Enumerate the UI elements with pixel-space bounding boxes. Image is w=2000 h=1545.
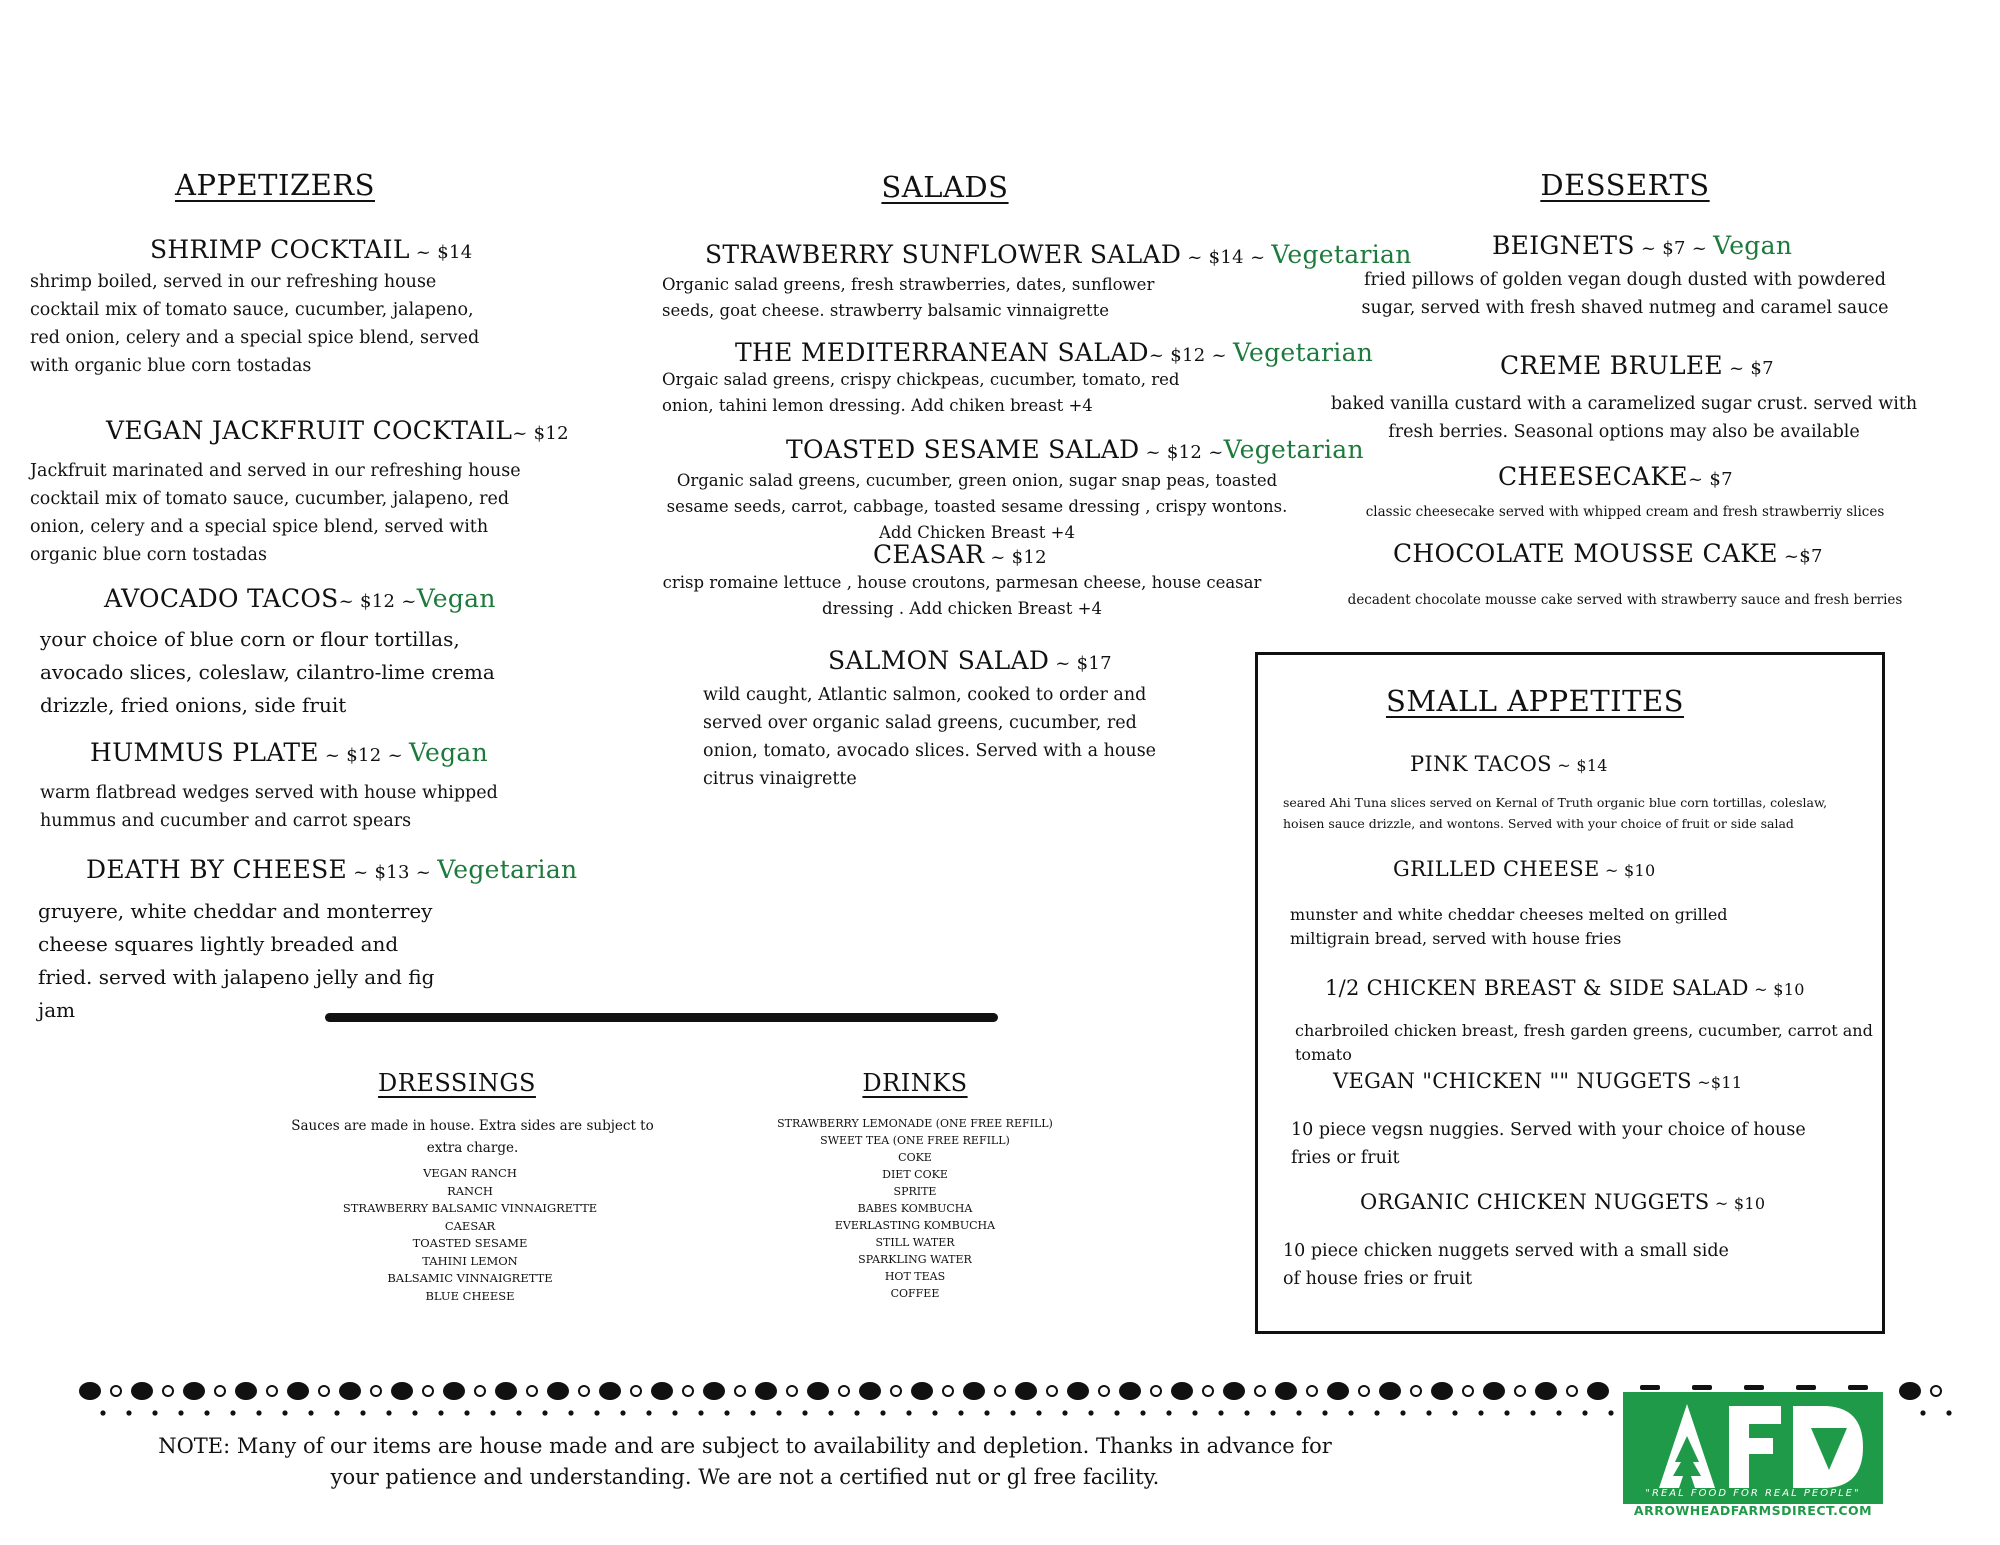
dressings-header: DRESSINGS [378, 1069, 536, 1097]
salads-header: SALADS [881, 170, 1009, 204]
menu-item-description: Orgaic salad greens, crispy chickpeas, cucumber, tomato, red onion, tahini lemon dressing. Add chiken breast +4 [662, 370, 1180, 415]
drink-item: EVERLASTING KOMBUCHA [834, 1219, 996, 1232]
vegan-tag: Vegan [1713, 231, 1793, 260]
desserts-header: DESSERTS [1540, 168, 1710, 202]
menu-item-title: DEATH BY CHEESE ~ $13 ~ Vegetarian [86, 855, 578, 884]
menu-item-description: munster and white cheddar cheeses melted on grilled miltigrain bread, served with house fries [1290, 905, 1728, 948]
menu-item-description: Organic salad greens, fresh strawberries, dates, sunflower seeds, goat cheese. strawberry balsamic vinnaigrette [662, 275, 1155, 320]
dressing-item: CAESAR [444, 1218, 496, 1233]
vegan-tag: Vegan [416, 584, 496, 613]
menu-item-title: BEIGNETS ~ $7 ~ Vegan [1492, 231, 1793, 260]
menu-item-description: charbroiled chicken breast, fresh garden greens, cucumber, carrot and tomato [1295, 1021, 1873, 1064]
menu-item-title: STRAWBERRY SUNFLOWER SALAD ~ $14 ~ Vegetarian [705, 240, 1412, 269]
dressing-item: TOASTED SESAME [412, 1236, 528, 1250]
drink-item: DIET COKE [882, 1168, 948, 1181]
menu-item-description: Jackfruit marinated and served in our refreshing house cocktail mix of tomato sauce, cucumber, jalapeno, red onion, celery and a special spice blend, served with organic blue corn tostadas [30, 461, 521, 565]
menu-item-description: wild caught, Atlantic salmon, cooked to order and served over organic salad greens, cucumber, red onion, tomato, avocado slices. Served with a house citrus vinaigrette [703, 685, 1157, 789]
vegetarian-tag: Vegetarian [1232, 338, 1374, 367]
menu-item-title: CHEESECAKE~ $7 [1498, 462, 1733, 491]
menu-item-description: crisp romaine lettuce , house croutons, parmesan cheese, house ceasar dressing . Add chicken Breast +4 [662, 573, 1262, 618]
menu-item-title: PINK TACOS ~ $14 [1410, 752, 1608, 776]
appetizers-header: APPETIZERS [175, 168, 375, 202]
menu-item-title: SALMON SALAD ~ $17 [828, 646, 1112, 675]
vegetarian-tag: Vegetarian [437, 855, 578, 884]
menu-item-description: shrimp boiled, served in our refreshing house cocktail mix of tomato sauce, cucumber, jalapeno, red onion, celery and a special spice blend, served with organic blue corn tostadas [30, 272, 480, 376]
dressing-item: BLUE CHEESE [425, 1288, 515, 1303]
drink-item: STRAWBERRY LEMONADE (ONE FREE REFILL) [777, 1117, 1053, 1130]
menu-item-title: VEGAN JACKFRUIT COCKTAIL~ $12 [106, 416, 569, 445]
dressing-item: TAHINI LEMON [422, 1253, 518, 1268]
menu-item-description: gruyere, white cheddar and monterrey cheese squares lightly breaded and fried. served with jalapeno jelly and fig jam [38, 899, 435, 1022]
menu-item-description: Organic salad greens, cucumber, green onion, sugar snap peas, toasted sesame seeds, carrot, cabbage, toasted sesame dressing , crispy wontons. Add Chicken Breast +4 [666, 471, 1288, 542]
menu-item-title: 1/2 CHICKEN BREAST & SIDE SALAD ~ $10 [1325, 976, 1805, 1000]
dressing-item: BALSAMIC VINNAIGRETTE [387, 1271, 553, 1285]
drink-item: SPARKLING WATER [858, 1253, 972, 1266]
dressing-item: RANCH [447, 1183, 493, 1198]
drink-item: STILL WATER [875, 1236, 955, 1249]
drink-item: COFFEE [890, 1287, 940, 1300]
section-divider [325, 1013, 998, 1022]
drinks-list [760, 1115, 1070, 1302]
menu-item-title: SHRIMP COCKTAIL ~ $14 [150, 235, 473, 264]
menu-item-title: GRILLED CHEESE ~ $10 [1393, 857, 1656, 881]
menu-item-title: TOASTED SESAME SALAD ~ $12 ~Vegetarian [786, 435, 1364, 464]
menu-item-title: CHOCOLATE MOUSSE CAKE ~$7 [1393, 539, 1823, 568]
dressing-item: VEGAN RANCH [423, 1166, 517, 1180]
menu-item-title: AVOCADO TACOS~ $12 ~Vegan [104, 584, 496, 613]
vegan-tag: Vegan [408, 738, 489, 767]
drink-item: SPRITE [893, 1185, 937, 1198]
drink-item: SWEET TEA (ONE FREE REFILL) [820, 1134, 1010, 1147]
drink-item: BABES KOMBUCHA [857, 1202, 973, 1215]
menu-item-description: your choice of blue corn or flour tortillas, avocado slices, coleslaw, cilantro-lime crema drizzle, fried onions, side fruit [40, 627, 495, 717]
menu-item-description: decadent chocolate mousse cake served with strawberry sauce and fresh berries [1347, 592, 1903, 608]
menu-item-description: fried pillows of golden vegan dough dusted with powdered sugar, served with fresh shaved nutmeg and caramel sauce [1361, 270, 1889, 318]
small-appetites-header: SMALL APPETITES [1385, 684, 1685, 718]
menu-item-description: classic cheesecake served with whipped cream and fresh strawberriy slices [1365, 504, 1885, 520]
drink-item: COKE [898, 1151, 932, 1164]
menu-item-title: ORGANIC CHICKEN NUGGETS ~ $10 [1360, 1190, 1766, 1214]
menu-item-description: baked vanilla custard with a caramelized sugar crust. served with fresh berries. Seasonal options may also be available [1330, 394, 1918, 442]
menu-item-title: CEASAR ~ $12 [873, 540, 1047, 569]
menu-item-description: warm flatbread wedges served with house whipped hummus and cucumber and carrot spears [40, 783, 498, 831]
dressing-item: STRAWBERRY BALSAMIC VINNAIGRETTE [342, 1201, 598, 1215]
drink-item: HOT TEAS [884, 1270, 946, 1283]
vegetarian-tag: Vegetarian [1271, 240, 1412, 269]
dressings-intro: Sauces are made in house. Extra sides are subject to extra charge. [291, 1118, 654, 1156]
afd-logo [1623, 1392, 1883, 1504]
menu-item-description: 10 piece vegsn nuggies. Served with your choice of house fries or fruit [1291, 1120, 1806, 1168]
menu-item-description: 10 piece chicken nuggets served with a small side of house fries or fruit [1283, 1241, 1729, 1289]
logo-tagline: "REAL FOOD FOR REAL PEOPLE" [1645, 1488, 1861, 1499]
menu-item-description: seared Ahi Tuna slices served on Kernal of Truth organic blue corn tortillas, coleslaw, hoisen sauce drizzle, and wontons. Served with your choice of fruit or side salad [1283, 795, 1828, 831]
vegetarian-tag: Vegetarian [1223, 435, 1364, 464]
dressings-list [300, 1165, 640, 1305]
menu-item-title: HUMMUS PLATE ~ $12 ~ Vegan [90, 738, 489, 767]
drinks-header: DRINKS [862, 1069, 968, 1097]
menu-item-title: CREME BRULEE ~ $7 [1500, 351, 1774, 380]
menu-item-title: VEGAN "CHICKEN "" NUGGETS ~$11 [1333, 1069, 1743, 1093]
logo-url: ARROWHEADFARMSDIRECT.COM [1633, 1503, 1873, 1518]
menu-item-title: THE MEDITERRANEAN SALAD~ $12 ~ Vegetarian [735, 338, 1374, 367]
footer-note: NOTE: Many of our items are house made and are subject to availability and depletion. Thanks in advance for your patience and understanding. We are not a certified nut or gl free facility. [158, 1434, 1332, 1489]
